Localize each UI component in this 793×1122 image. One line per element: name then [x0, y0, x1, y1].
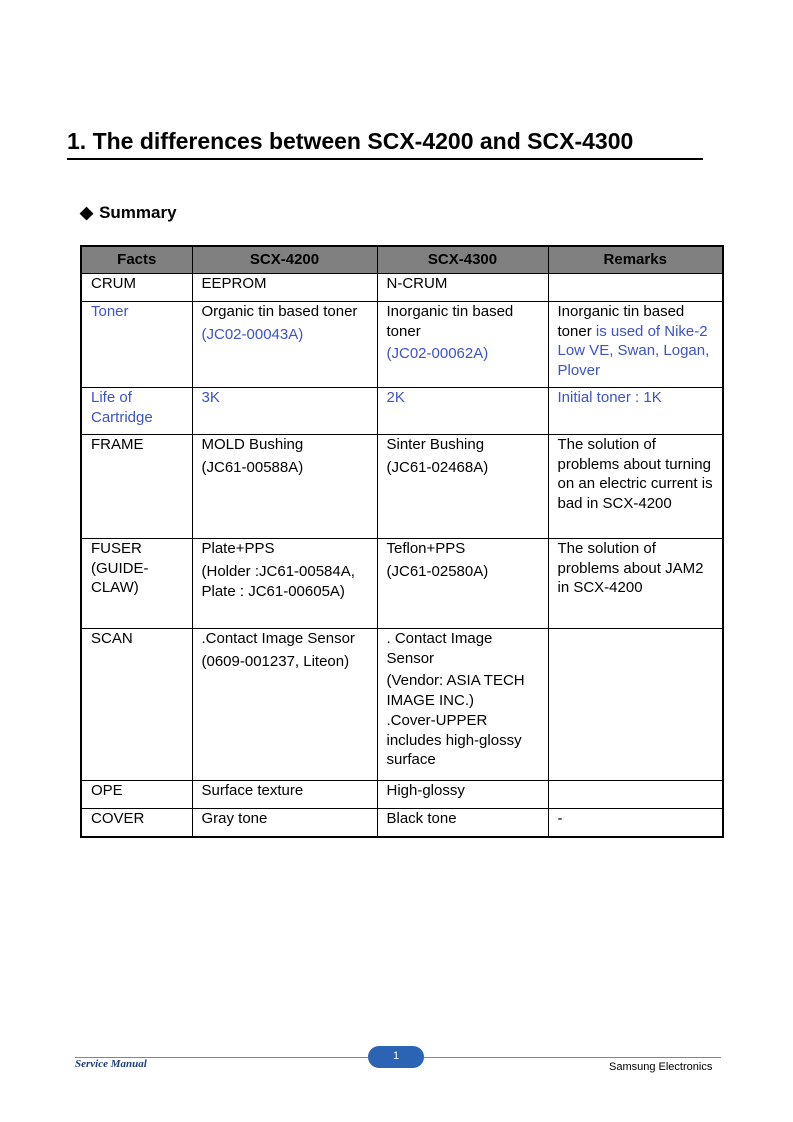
- cell-scx4300: N-CRUM: [377, 274, 548, 302]
- page-title: 1. The differences between SCX-4200 and SCX-4300: [67, 128, 703, 160]
- cell-scx4200: [192, 302, 377, 388]
- part-number: (JC02-00062A): [386, 345, 489, 362]
- cell-scx4300: Black tone: [377, 809, 548, 837]
- cell-scx4200: [192, 435, 377, 539]
- part-number: (JC61-00588A): [201, 458, 304, 476]
- cell-text: Organic tin based toner: [201, 303, 358, 320]
- part-number: Plate : JC61-00605A): [201, 583, 345, 600]
- cell-scx4300: [377, 539, 548, 629]
- column-header-facts: Facts: [81, 246, 192, 274]
- cell-scx4200: Gray tone: [192, 809, 377, 837]
- vendor-text: (Vendor: ASIA TECH IMAGE INC.): [386, 672, 525, 709]
- cell-remark: The solution of problems about turning on an electric current is bad in SCX-4200: [548, 435, 723, 539]
- cell-remark: -: [548, 809, 723, 837]
- cell-text: Sinter Bushing: [386, 436, 485, 453]
- footer-rule-right: [424, 1057, 721, 1058]
- column-header-scx4200: SCX-4200: [192, 246, 377, 274]
- cell-text: Teflon+PPS: [386, 540, 466, 557]
- diamond-bullet-icon: ◆: [80, 203, 94, 222]
- cell-scx4200: 3K: [192, 388, 377, 435]
- part-number: (JC61-02468A): [386, 458, 489, 476]
- cell-remark: [548, 629, 723, 781]
- footer-manual-label: Service Manual: [75, 1058, 147, 1070]
- cell-scx4300: [377, 435, 548, 539]
- cell-scx4200: Surface texture: [192, 781, 377, 809]
- cell-fact: Life of Cartridge: [81, 388, 192, 435]
- cell-fact: OPE: [81, 781, 192, 809]
- cell-fact: COVER: [81, 809, 192, 837]
- column-header-remarks: Remarks: [548, 246, 723, 274]
- comparison-table: [80, 245, 724, 838]
- table-row-scan: [81, 629, 723, 781]
- section-label: Summary: [99, 203, 177, 222]
- cell-scx4300: High-glossy: [377, 781, 548, 809]
- cell-remark: The solution of problems about JAM2 in SCX-4200: [548, 539, 723, 629]
- table-header-row: [81, 246, 723, 274]
- part-number: (0609-001237, Liteon): [201, 652, 350, 670]
- cell-fact: FUSER (GUIDE-CLAW): [81, 539, 192, 629]
- cell-text: . Contact Image Sensor: [386, 630, 493, 667]
- section-heading: [80, 203, 177, 223]
- cell-remark: Initial toner : 1K: [548, 388, 723, 435]
- part-number: (Holder :JC61-00584A,: [201, 562, 355, 580]
- cell-remark: [548, 302, 723, 388]
- cover-note: .Cover-UPPER includes high-glossy surface: [386, 712, 522, 768]
- table-row-fuser: [81, 539, 723, 629]
- part-number: (JC02-00043A): [201, 325, 304, 343]
- cell-fact: CRUM: [81, 274, 192, 302]
- table-row-ope: [81, 781, 723, 809]
- cell-scx4300: 2K: [377, 388, 548, 435]
- table-row-toner: [81, 302, 723, 388]
- cell-text: .Contact Image Sensor: [201, 630, 355, 647]
- column-header-scx4300: SCX-4300: [377, 246, 548, 274]
- table-row-crum: [81, 274, 723, 302]
- page-number-badge: 1: [368, 1046, 424, 1068]
- cell-scx4200: [192, 629, 377, 781]
- cell-text: Plate+PPS: [201, 540, 275, 557]
- part-number: (JC61-02580A): [386, 562, 489, 580]
- cell-fact: SCAN: [81, 629, 192, 781]
- table-row-frame: [81, 435, 723, 539]
- cell-scx4300: [377, 302, 548, 388]
- cell-scx4200: EEPROM: [192, 274, 377, 302]
- table-row-cover: [81, 809, 723, 837]
- cell-scx4300: [377, 629, 548, 781]
- cell-text: Inorganic tin based toner: [386, 303, 514, 340]
- footer-company: Samsung Electronics: [609, 1061, 713, 1073]
- cell-text: MOLD Bushing: [201, 436, 304, 453]
- cell-remark: [548, 274, 723, 302]
- remark-models: is used of Nike-2 Low VE, Swan, Logan, Plover: [557, 322, 710, 379]
- cell-remark: [548, 781, 723, 809]
- table-row-life: [81, 388, 723, 435]
- remark-text: Inorganic tin based toner: [557, 303, 685, 340]
- cell-fact: FRAME: [81, 435, 192, 539]
- cell-fact: Toner: [81, 302, 192, 388]
- cell-scx4200: [192, 539, 377, 629]
